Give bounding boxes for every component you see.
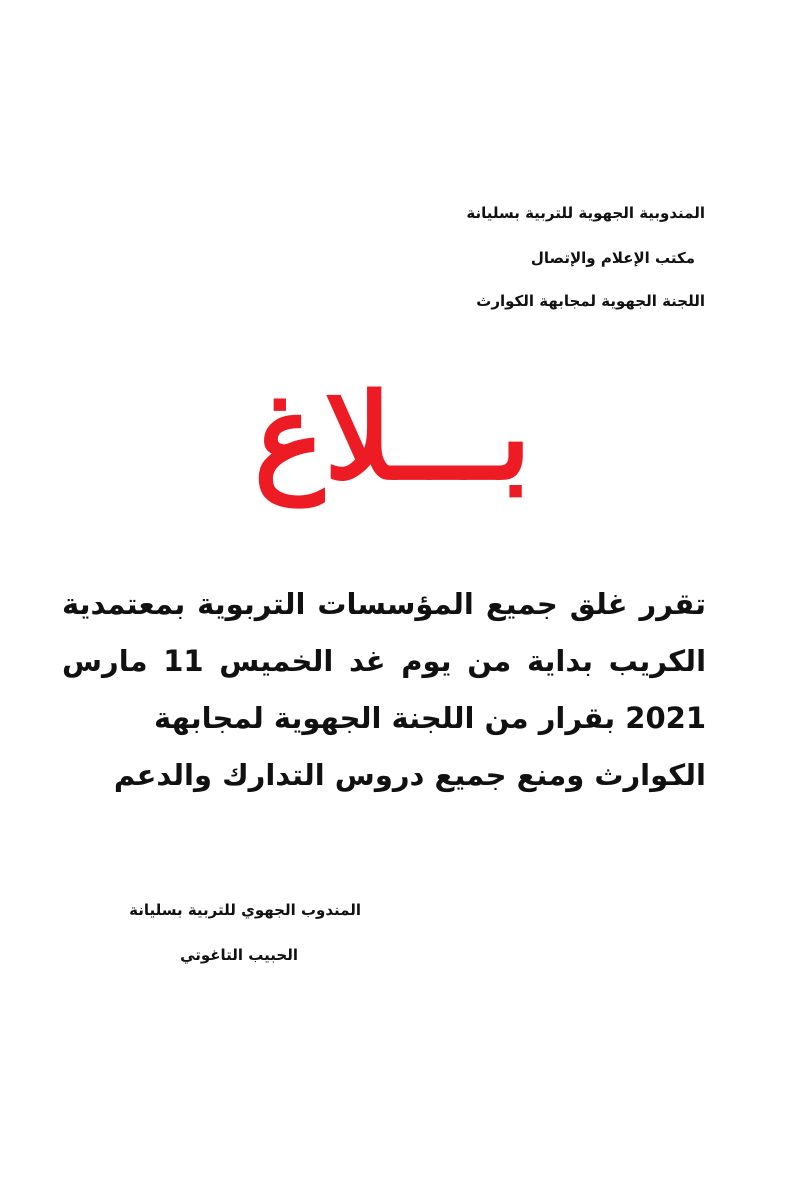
body-line-1: تقرر غلق جميع المؤسسات التربوية بمعتمدية xyxy=(62,587,706,621)
signature-role: المندوب الجهوي للتربية بسليانة xyxy=(129,901,361,919)
header-directorate: المندوبية الجهوية للتربية بسليانة xyxy=(466,204,705,222)
header-disaster-committee: اللجنة الجهوية لمجابهة الكوارث xyxy=(476,292,705,310)
body-line-3: 2021 بقرار من اللجنة الجهوية لمجابهة xyxy=(154,701,706,735)
body-line-2: الكريب بداية من يوم غد الخميس 11 مارس xyxy=(62,644,707,678)
header-media-office: مكتب الإعلام والإتصال xyxy=(530,249,695,267)
body-line-4: الكوارث ومنع جميع دروس التدارك والدعم xyxy=(113,758,706,792)
announcement-title: بـــلاغ xyxy=(253,367,532,506)
signature-name: الحبيب التاغوتي xyxy=(180,946,298,964)
announcement-body xyxy=(62,576,706,804)
